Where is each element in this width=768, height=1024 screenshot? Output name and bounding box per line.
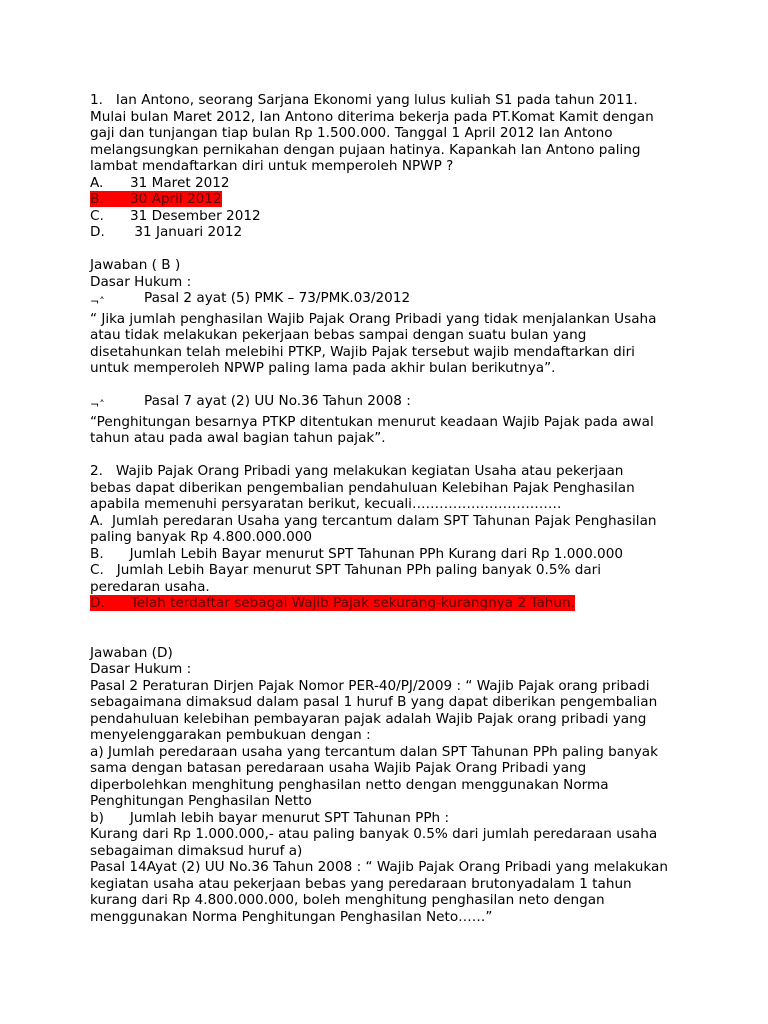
question-2 [90, 463, 690, 612]
question-2-option-b: B. Jumlah Lebih Bayar menurut SPT Tahunan PPh Kurang dari Rp 1.000.000 [90, 545, 623, 562]
answer-2-line: Pasal 14Ayat (2) UU No.36 Tahun 2008 : “ Wajib Pajak Orang Pribadi yang melakukan [90, 859, 668, 875]
option-text: 30 April 2012 [130, 191, 222, 207]
question-1-option-c [90, 208, 690, 225]
quote-line: “Penghitungan besarnya PTKP ditentukan menurut keadaan Wajib Pajak pada awal [90, 413, 654, 430]
question-2-option-a-cont: paling banyak Rp 4.800.000.000 [90, 529, 313, 545]
reference-text: Pasal 7 ayat (2) UU No.36 Tahun 2008 : [144, 393, 411, 409]
question-1-option-b [90, 191, 690, 208]
answer-2-line: diperbolehkan menghitung penghasilan netto dengan menggunakan Norma [90, 776, 609, 793]
quote-line: “ Jika jumlah penghasilan Wajib Pajak Orang Pribadi yang tidak menjalankan Usaha [90, 310, 657, 327]
spacer [90, 377, 690, 394]
answer-2-line: sebagaiman dimaksud huruf a) [90, 842, 303, 859]
spacer [90, 628, 690, 645]
option-text: 31 Desember 2012 [130, 207, 261, 224]
question-2-option-c-cont: peredaran usaha. [90, 578, 210, 595]
option-text: 31 Maret 2012 [130, 174, 230, 191]
question-2-line: apabila memenuhi persyaratan berikut, kecuali…………………………… [90, 496, 562, 512]
answer-2 [90, 645, 690, 926]
spacer [90, 447, 690, 464]
question-1-option-d [90, 224, 690, 241]
highlighted-answer: D. Telah terdaftar sebagai Wajib Pajak sekurang-kurangnya 2 Tahun. [90, 595, 575, 611]
answer-2-line: kegiatan usaha atau pekerjaan bebas yang peredaraan brutonyadalam 1 tahun [90, 875, 632, 892]
answer-label: Jawaban (D) [90, 644, 173, 661]
answer-2-line: Penghitungan Penghasilan Netto [90, 793, 312, 809]
spacer [90, 612, 690, 629]
question-1-line: gaji dan tunjangan tiap bulan Rp 1.500.000. Tanggal 1 April 2012 Ian Antono [90, 125, 613, 141]
question-2-line: 2. Wajib Pajak Orang Pribadi yang melakukan kegiatan Usaha atau pekerjaan [90, 463, 624, 479]
question-2-option-d [90, 595, 690, 612]
option-letter: A. [90, 174, 104, 191]
answer-2-line: menyelenggarakan pembukuan dengan : [90, 727, 371, 743]
option-letter: C. [90, 207, 104, 224]
question-1-line: lambat mendaftarkan diri untuk memperoleh NPWP ? [90, 158, 454, 174]
highlighted-answer [90, 191, 222, 207]
answer-2-line: sama dengan batasan peredaraan usaha Wajib Pajak Orang Pribadi yang [90, 760, 587, 776]
answer-2-line: b) Jumlah lebih bayar menurut SPT Tahunan PPh : [90, 809, 450, 826]
legal-basis-label: Dasar Hukum : [90, 661, 192, 677]
option-letter: D. [90, 224, 105, 240]
answer-2-line: sebagaimana dimaksud dalam pasal 1 huruf B yang dapat diberikan pengembalian [90, 694, 658, 710]
answer-label: Jawaban ( B ) [90, 257, 181, 273]
answer-2-line: Kurang dari Rp 1.000.000,- atau paling banyak 0.5% dari jumlah peredaraan usaha [90, 826, 658, 842]
answer-2-line: kurang dari Rp 4.800.000.000, boleh menghitung penghasilan neto dengan [90, 892, 605, 908]
question-1-line: melangsungkan pernikahan dengan pujaan hatinya. Kapankah Ian Antono paling [90, 141, 641, 158]
reference-text: Pasal 2 ayat (5) PMK – 73/PMK.03/2012 [144, 290, 411, 306]
question-1 [90, 92, 690, 241]
question-1-option-a [90, 175, 690, 192]
quote-line: tahun atau pada awal bagian tahun pajak”. [90, 430, 386, 446]
legal-reference [90, 393, 690, 414]
question-2-option-c: C. Jumlah Lebih Bayar menurut SPT Tahunan PPh paling banyak 0.5% dari [90, 562, 602, 578]
document-body [90, 92, 690, 925]
bullet-icon: ¬˄ [90, 295, 105, 308]
legal-reference [90, 290, 690, 311]
question-2-option-a: A. Jumlah peredaran Usaha yang tercantum dalam SPT Tahunan Pajak Penghasilan [90, 512, 657, 529]
question-2-line: bebas dapat diberikan pengembalian pendahuluan Kelebihan Pajak Penghasilan [90, 479, 635, 496]
bullet-icon: ¬˄ [90, 398, 105, 411]
option-text: 31 Januari 2012 [130, 224, 243, 240]
answer-2-line: Pasal 2 Peraturan Dirjen Pajak Nomor PER-40/PJ/2009 : “ Wajib Pajak orang pribadi [90, 677, 650, 694]
option-letter: B. [90, 191, 104, 207]
answer-2-line: a) Jumlah peredaraan usaha yang tercantum dalan SPT Tahunan PPh paling banyak [90, 743, 658, 760]
answer-2-line: pendahuluan kelebihan pembayaran pajak adalah Wajib Pajak orang pribadi yang [90, 710, 647, 727]
quote-line: untuk memperoleh NPWP paling lama pada akhir bulan berikutnya”. [90, 360, 556, 376]
answer-2-line: menggunakan Norma Penghitungan Penghasilan Neto……” [90, 908, 493, 925]
answer-1 [90, 257, 690, 447]
question-1-line: Mulai bulan Maret 2012, Ian Antono diterima bekerja pada PT.Komat Kamit dengan [90, 108, 654, 125]
quote-line: atau tidak melakukan pekerjaan bebas sampai dengan suatu bulan yang [90, 327, 587, 343]
question-1-line: 1. Ian Antono, seorang Sarjana Ekonomi yang lulus kuliah S1 pada tahun 2011. [90, 92, 638, 108]
legal-basis-label: Dasar Hukum : [90, 273, 192, 290]
quote-line: disetahunkan telah melebihi PTKP, Wajib Pajak tersebut wajib mendaftarkan diri [90, 343, 635, 360]
spacer [90, 241, 690, 258]
